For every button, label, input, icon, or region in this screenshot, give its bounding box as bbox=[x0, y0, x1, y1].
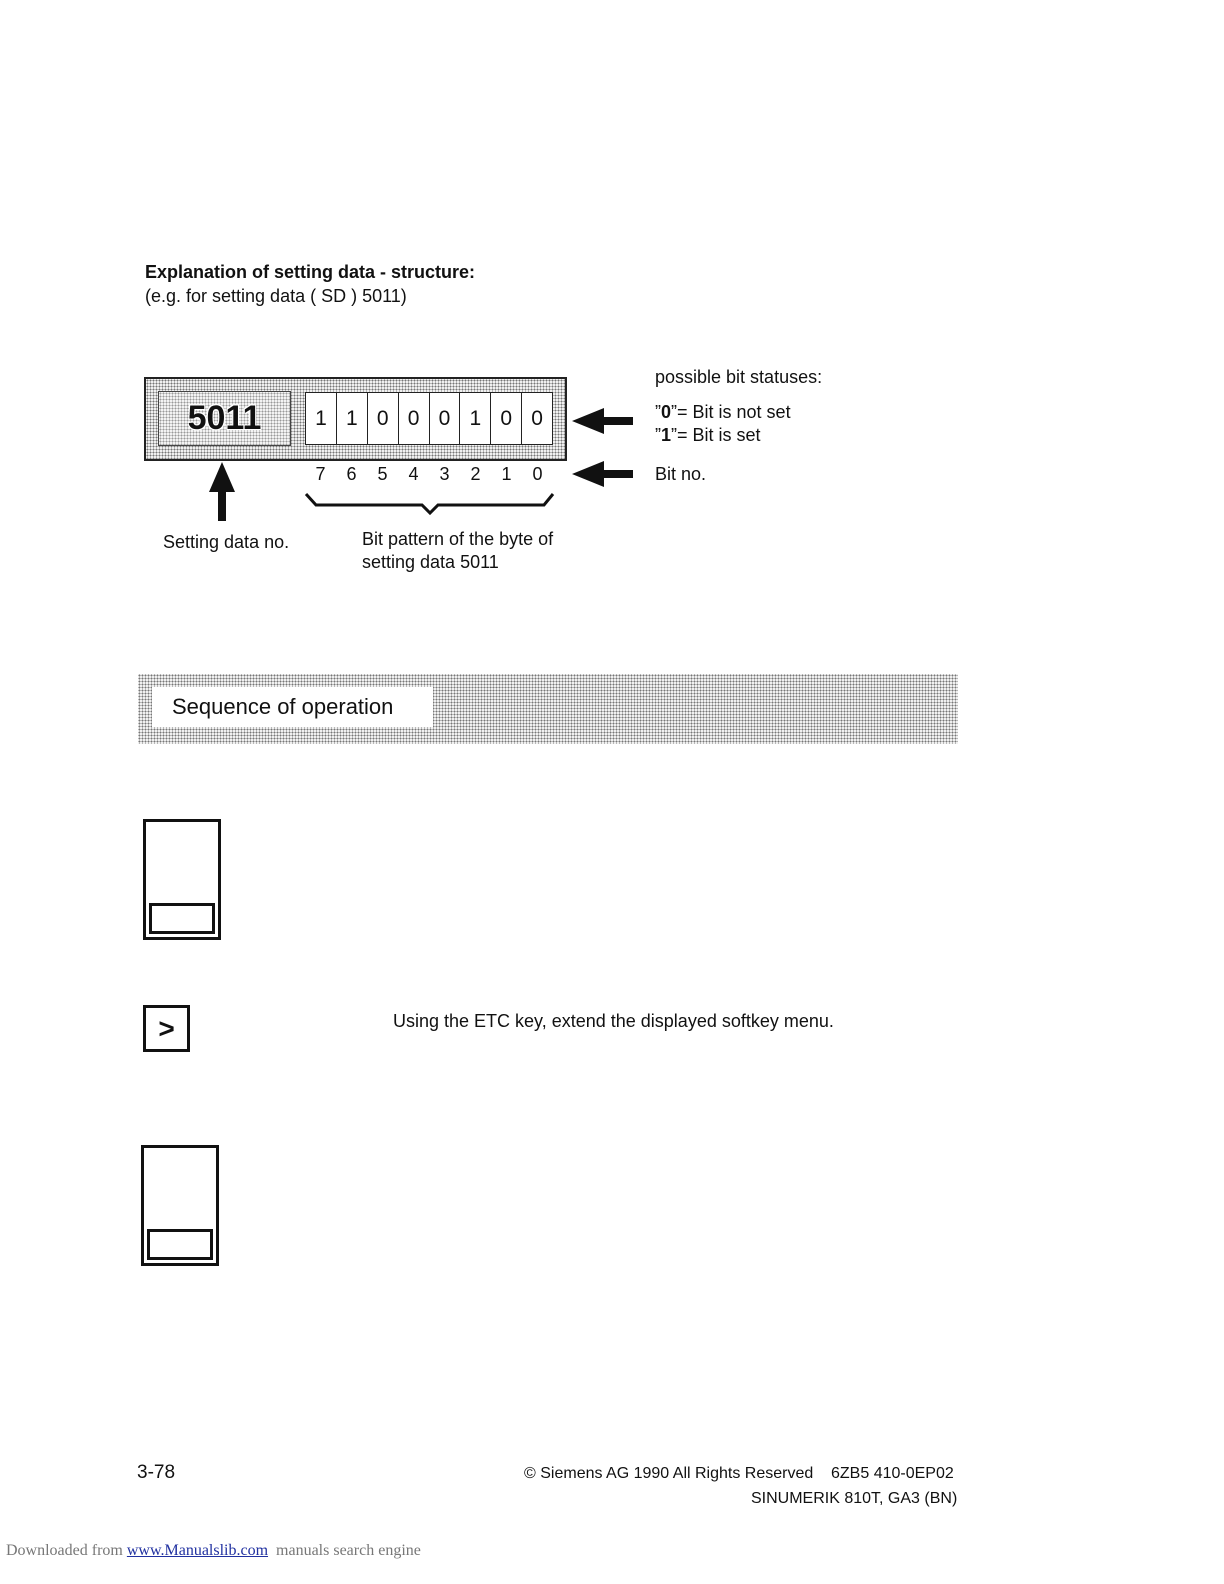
bit-number: 6 bbox=[346, 464, 357, 484]
order-number: 6ZB5 410-0EP02 bbox=[831, 1465, 954, 1482]
curly-brace-icon bbox=[306, 494, 553, 513]
page-number: 3-78 bbox=[137, 1462, 176, 1483]
setting-data-number: 5011 bbox=[187, 399, 262, 437]
status-one-line: ”1”= Bit is set bbox=[655, 425, 761, 445]
softkey-icon[interactable] bbox=[143, 819, 221, 940]
bit-no-label: Bit no. bbox=[655, 464, 707, 484]
bit-cell: 1 bbox=[337, 393, 368, 444]
bit-cell: 0 bbox=[531, 406, 543, 430]
product-name: SINUMERIK 810T, GA3 (BN) bbox=[751, 1490, 958, 1507]
bit-cell: 0 bbox=[491, 393, 522, 444]
etc-key-description: Using the ETC key, extend the displayed softkey menu. bbox=[393, 1011, 834, 1031]
bit-pattern-label-line2: setting data 5011 bbox=[362, 552, 499, 572]
bit-number: 7 bbox=[315, 464, 326, 484]
softkey-icon[interactable] bbox=[141, 1145, 219, 1266]
bit-number: 2 bbox=[470, 464, 481, 484]
section-title: Sequence of operation bbox=[152, 687, 433, 727]
status-zero-line: ”0”= Bit is not set bbox=[655, 402, 791, 422]
bit-cell: 0 bbox=[399, 393, 430, 444]
manualslib-link[interactable]: www.Manualslib.com bbox=[126, 1542, 269, 1559]
left-arrow-icon bbox=[572, 408, 633, 434]
bit-cell: 1 bbox=[306, 393, 337, 444]
page-title: Explanation of setting data - structure: bbox=[145, 262, 476, 282]
softkey-label-slot bbox=[147, 1229, 213, 1260]
copyright-notice: © Siemens AG 1990 All Rights Reserved bbox=[524, 1465, 814, 1482]
diagram-arrows bbox=[0, 0, 1224, 600]
left-arrow-icon bbox=[572, 461, 633, 487]
bit-number: 1 bbox=[501, 464, 512, 484]
bit-number: 5 bbox=[377, 464, 388, 484]
bit-cell: 1 bbox=[460, 393, 491, 444]
bit-cell: 0 bbox=[368, 393, 399, 444]
bit-number: 0 bbox=[532, 464, 543, 484]
page-subtitle: (e.g. for setting data ( SD ) 5011) bbox=[145, 286, 407, 306]
setting-data-no-label: Setting data no. bbox=[163, 532, 290, 552]
download-banner: Downloaded from www.Manualslib.com manuals search engine bbox=[6, 1542, 421, 1559]
bit-number: 4 bbox=[408, 464, 419, 484]
etc-key-icon[interactable]: > bbox=[143, 1005, 190, 1052]
softkey-label-slot bbox=[149, 903, 215, 934]
bit-pattern-label-line1: Bit pattern of the byte of bbox=[362, 529, 554, 549]
possible-statuses-label: possible bit statuses: bbox=[655, 367, 823, 387]
up-arrow-icon bbox=[209, 462, 235, 521]
bit-number: 3 bbox=[439, 464, 450, 484]
bit-cell: 0 bbox=[430, 393, 461, 444]
